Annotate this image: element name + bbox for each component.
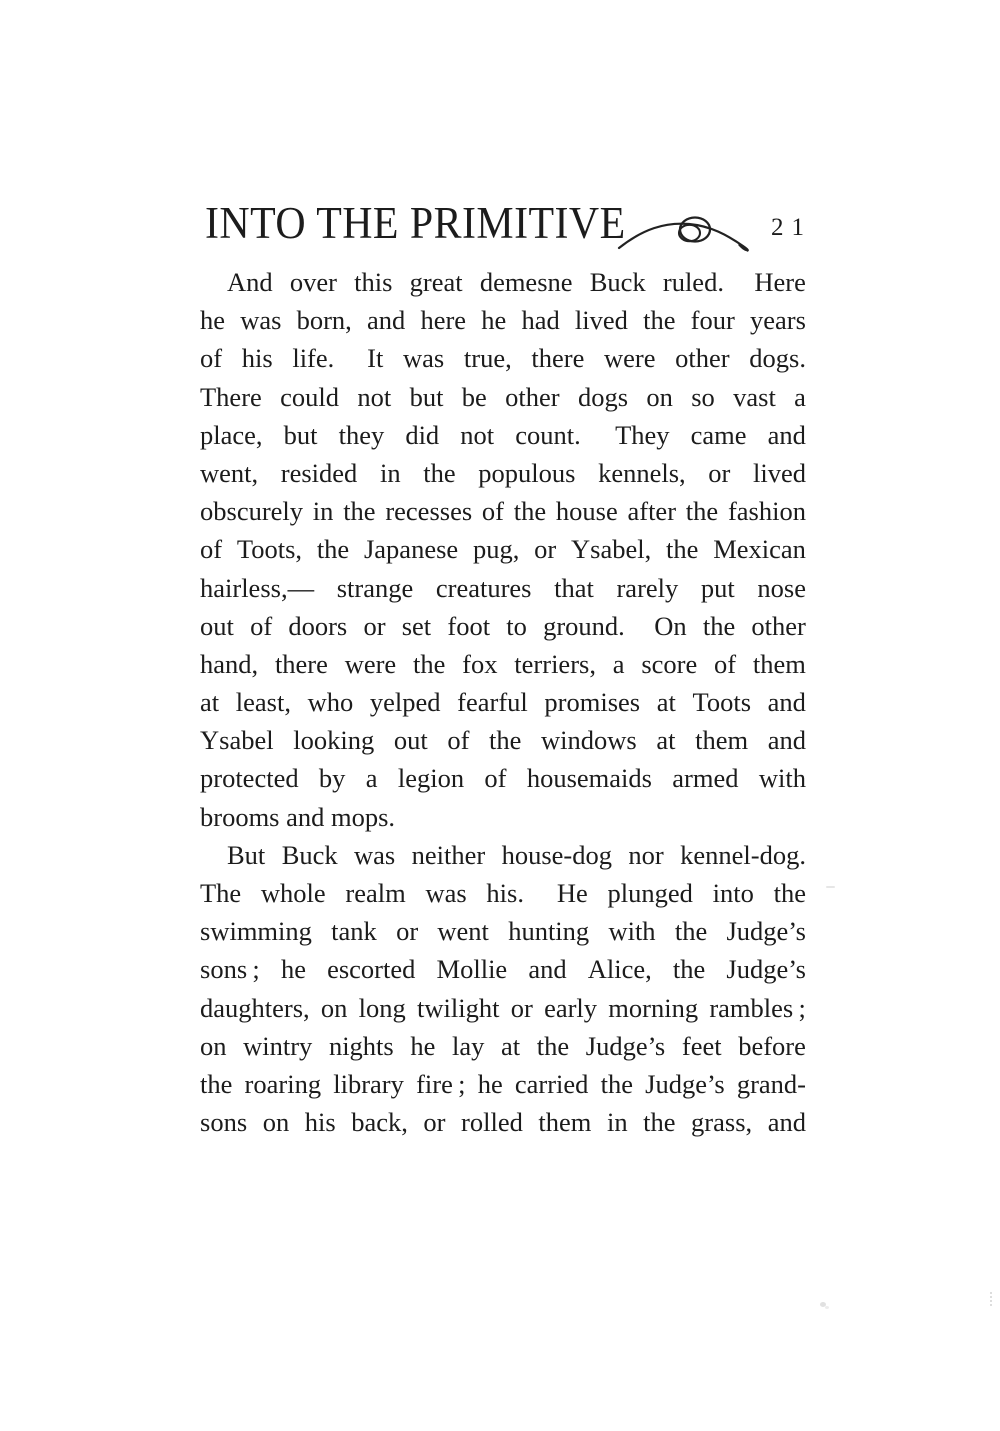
- word: there: [274, 648, 328, 679]
- word: that: [554, 572, 594, 603]
- word: house: [555, 496, 618, 527]
- word: lived: [574, 305, 628, 336]
- word: before: [738, 1030, 806, 1061]
- word: the: [674, 916, 708, 947]
- word: them: [538, 1107, 592, 1138]
- word: hunting: [508, 916, 590, 947]
- word: hairless,—: [200, 572, 315, 603]
- word: rolled: [461, 1107, 523, 1138]
- text-line: [200, 759, 806, 797]
- word: on: [262, 1107, 290, 1138]
- word: library: [333, 1068, 404, 1099]
- text-line: [200, 683, 806, 721]
- word: place,: [200, 419, 263, 450]
- word: over: [289, 267, 337, 297]
- text-line: [200, 301, 806, 339]
- word: Japanese: [363, 534, 459, 565]
- word: Ysabel: [200, 725, 274, 756]
- word: back,: [351, 1107, 408, 1138]
- word: here: [420, 305, 467, 336]
- word: the: [600, 1068, 633, 1099]
- text-line: [200, 492, 806, 530]
- word: other: [675, 343, 730, 374]
- text-line: [200, 989, 806, 1027]
- word: But: [227, 839, 266, 870]
- word: least,: [235, 687, 291, 718]
- word: other: [505, 381, 560, 412]
- word: not: [460, 419, 495, 450]
- word: the: [685, 496, 719, 527]
- word: at: [501, 1030, 521, 1061]
- word: hand,: [200, 648, 259, 679]
- chapter-title: INTO THE PRIMITIVE: [205, 198, 626, 248]
- word: the: [489, 725, 522, 756]
- word: windows: [541, 725, 637, 756]
- word: pug,: [472, 534, 520, 565]
- word: in: [379, 457, 401, 488]
- word: was: [354, 839, 396, 870]
- word: or: [708, 457, 731, 488]
- text-line: [200, 569, 806, 607]
- word: out: [200, 610, 234, 641]
- word: nights: [328, 1030, 394, 1061]
- word: lay: [452, 1030, 485, 1061]
- word: swimming: [200, 916, 312, 947]
- word: Judge’s: [585, 1030, 666, 1061]
- text-line: [200, 416, 806, 454]
- word: wintry: [243, 1030, 313, 1061]
- word: doors: [288, 610, 348, 641]
- word: but: [409, 381, 444, 412]
- word: And: [227, 267, 273, 297]
- word: into: [712, 878, 754, 908]
- word: They: [615, 419, 670, 450]
- word: this: [354, 267, 393, 297]
- word: after: [627, 496, 677, 527]
- word: of: [714, 648, 737, 679]
- word: Ysabel,: [571, 534, 652, 565]
- word: they: [338, 419, 385, 450]
- word: dogs: [577, 381, 629, 412]
- word: ruled.: [662, 267, 738, 297]
- word: other: [751, 610, 806, 641]
- word: the: [513, 496, 547, 527]
- text-line: [200, 378, 806, 416]
- word: his: [304, 1107, 336, 1138]
- word: not: [357, 381, 392, 412]
- word: strange: [336, 572, 414, 603]
- word: years: [750, 305, 806, 336]
- word: count.: [515, 419, 594, 450]
- word: It: [367, 343, 384, 374]
- word: sons: [200, 1107, 248, 1138]
- word: a: [794, 381, 806, 412]
- word: on: [320, 992, 348, 1023]
- text-line: [200, 874, 806, 912]
- word: terriers,: [514, 648, 596, 679]
- word: There: [200, 381, 262, 412]
- word: housemaids: [526, 763, 652, 794]
- word: the: [343, 496, 376, 527]
- word: were: [344, 648, 397, 679]
- word: the: [643, 1107, 676, 1138]
- word: true,: [463, 343, 512, 374]
- text-line: [200, 950, 806, 988]
- word: plunged: [607, 878, 693, 908]
- word: grass,: [691, 1107, 753, 1138]
- word: the: [316, 534, 350, 565]
- text-line: [200, 1103, 806, 1141]
- word: Toots: [692, 687, 752, 718]
- word: Buck: [589, 267, 646, 297]
- word: tank: [331, 916, 377, 947]
- word: legion: [397, 763, 465, 794]
- word: of: [200, 534, 223, 565]
- word: creatures: [435, 572, 532, 603]
- word: four: [690, 305, 735, 336]
- word: nor: [628, 839, 664, 870]
- word: them: [752, 648, 806, 679]
- word: neither: [411, 839, 486, 870]
- word: score: [641, 648, 698, 679]
- word: and: [528, 954, 567, 985]
- word: at: [656, 725, 676, 756]
- word: of: [481, 496, 504, 527]
- word: on: [646, 381, 673, 412]
- word: and: [767, 1107, 806, 1138]
- word: and: [367, 305, 406, 336]
- word: went,: [200, 457, 259, 488]
- scan-speck: [820, 1302, 826, 1307]
- word: he: [481, 305, 507, 336]
- text-line: [200, 607, 806, 645]
- word: with: [758, 763, 806, 794]
- word: was: [240, 305, 282, 336]
- scan-speck: [826, 886, 835, 888]
- word: he: [410, 1030, 436, 1061]
- word: the: [413, 648, 446, 679]
- word: early: [544, 992, 598, 1023]
- word: fox: [462, 648, 498, 679]
- word: them: [695, 725, 749, 756]
- text-line: [200, 1065, 806, 1103]
- word: Mollie: [436, 954, 508, 985]
- word: or: [534, 534, 557, 565]
- word: he: [477, 1068, 503, 1099]
- word: The: [200, 878, 242, 908]
- word: demesne: [479, 267, 573, 297]
- word: and: [767, 725, 806, 756]
- word: he: [280, 954, 306, 985]
- word: of: [200, 343, 223, 374]
- text-line: [200, 1027, 806, 1065]
- word: recesses: [385, 496, 473, 527]
- text-line: [200, 454, 806, 492]
- word: promises: [544, 687, 641, 718]
- word: there: [531, 343, 585, 374]
- text-line: [200, 263, 806, 301]
- word: dogs.: [749, 343, 806, 374]
- word: the: [773, 878, 806, 908]
- word: but: [283, 419, 318, 450]
- word: of: [447, 725, 470, 756]
- word: ground.: [543, 610, 639, 641]
- word: born,: [296, 305, 352, 336]
- text-line: [200, 912, 806, 950]
- word: morning: [608, 992, 699, 1023]
- word: looking: [293, 725, 375, 756]
- word: Judge’s: [645, 1068, 725, 1099]
- word: of: [484, 763, 507, 794]
- word: a: [612, 648, 625, 679]
- word: grand-: [736, 1068, 806, 1099]
- word: or: [510, 992, 533, 1023]
- word: was: [403, 343, 445, 374]
- word: life.: [292, 343, 348, 374]
- word: or: [423, 1107, 446, 1138]
- word: house-dog: [501, 839, 612, 870]
- word: kennels,: [598, 457, 686, 488]
- word: he: [200, 305, 226, 336]
- word: did: [405, 419, 440, 450]
- word: carried: [514, 1068, 589, 1099]
- word: of: [250, 610, 273, 641]
- word: daughters,: [200, 992, 310, 1023]
- word: was: [425, 878, 467, 908]
- word: the: [672, 954, 706, 985]
- word: He: [556, 878, 588, 908]
- word: kennel-dog.: [680, 839, 806, 870]
- word: the: [536, 1030, 570, 1061]
- word: Buck: [281, 839, 338, 870]
- word: put: [700, 572, 735, 603]
- word: came: [690, 419, 747, 450]
- word: Toots,: [236, 534, 303, 565]
- word: roaring: [244, 1068, 322, 1099]
- word: to: [506, 610, 527, 641]
- word: the: [702, 610, 736, 641]
- word: whole: [260, 878, 326, 908]
- word: rambles ;: [709, 992, 806, 1023]
- word: protected: [200, 763, 299, 794]
- word: obscurely: [200, 496, 304, 527]
- text-line: brooms and mops.: [200, 801, 396, 832]
- word: sons ;: [200, 954, 260, 985]
- word: at: [200, 687, 220, 718]
- body-text: [200, 263, 806, 1141]
- word: rarely: [616, 572, 679, 603]
- word: in: [312, 496, 334, 527]
- word: his.: [486, 878, 538, 908]
- word: fearful: [457, 687, 528, 718]
- swash-flourish-icon: [617, 212, 757, 252]
- word: great: [409, 267, 463, 297]
- word: with: [608, 916, 656, 947]
- text-line: [200, 530, 806, 568]
- word: set: [401, 610, 432, 641]
- word: the: [643, 305, 676, 336]
- word: or: [363, 610, 386, 641]
- word: populous: [478, 457, 576, 488]
- word: were: [604, 343, 656, 374]
- word: out: [393, 725, 428, 756]
- word: at: [656, 687, 676, 718]
- text-line: [200, 721, 806, 759]
- word: be: [461, 381, 487, 412]
- word: on: [200, 1030, 227, 1061]
- text-line: [200, 339, 806, 377]
- word: escorted: [327, 954, 416, 985]
- word: fashion: [727, 496, 806, 527]
- word: long: [358, 992, 406, 1023]
- word: the: [200, 1068, 233, 1099]
- word: lived: [753, 457, 806, 488]
- word: went: [437, 916, 489, 947]
- page-number: 21: [771, 214, 812, 241]
- word: Mexican: [713, 534, 806, 565]
- word: so: [691, 381, 715, 412]
- word: the: [666, 534, 699, 565]
- word: feet: [681, 1030, 722, 1061]
- word: nose: [757, 572, 806, 603]
- word: Judge’s: [726, 954, 806, 985]
- text-line: [200, 645, 806, 683]
- word: fire ;: [416, 1068, 466, 1099]
- word: by: [318, 763, 346, 794]
- word: his: [241, 343, 273, 374]
- scan-speck: [990, 1292, 995, 1306]
- word: armed: [672, 763, 739, 794]
- running-header: [0, 0, 1000, 248]
- word: Alice,: [587, 954, 652, 985]
- word: foot: [447, 610, 491, 641]
- text-line: [200, 836, 806, 874]
- word: who: [307, 687, 354, 718]
- word: yelped: [369, 687, 441, 718]
- word: twilight: [417, 992, 500, 1023]
- word: realm: [345, 878, 406, 908]
- word: and: [767, 419, 806, 450]
- word: the: [423, 457, 456, 488]
- word: resided: [280, 457, 358, 488]
- word: or: [396, 916, 419, 947]
- word: and: [767, 687, 806, 718]
- word: Judge’s: [726, 916, 806, 947]
- word: could: [280, 381, 340, 412]
- word: a: [365, 763, 378, 794]
- word: Here: [754, 267, 806, 297]
- word: vast: [733, 381, 776, 412]
- word: On: [654, 610, 687, 641]
- word: had: [521, 305, 560, 336]
- word: in: [606, 1107, 628, 1138]
